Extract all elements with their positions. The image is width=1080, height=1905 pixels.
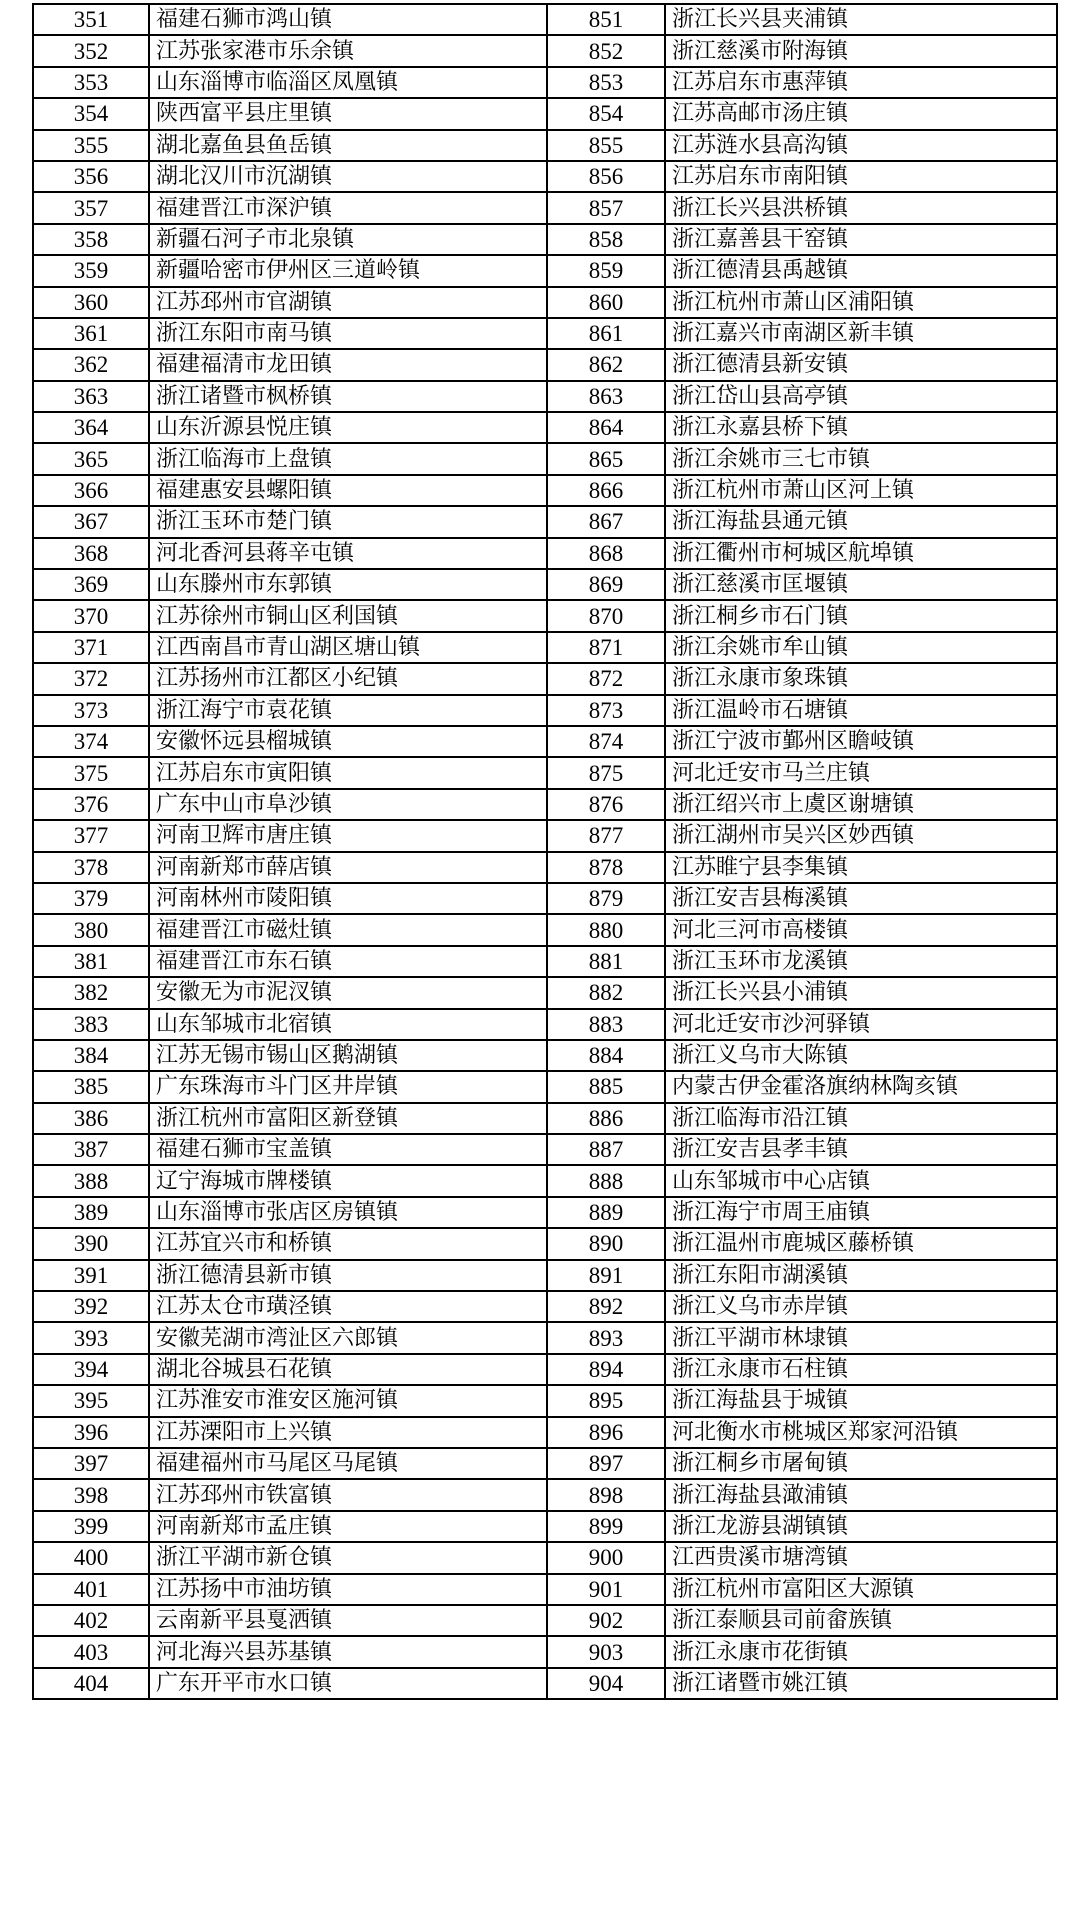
left-number-cell: 356	[33, 161, 149, 192]
left-town-name-cell: 山东淄博市临淄区凤凰镇	[149, 67, 547, 98]
right-town-name-cell: 浙江义乌市大陈镇	[665, 1040, 1057, 1071]
left-town-name-cell: 福建晋江市深沪镇	[149, 192, 547, 223]
right-town-name-cell: 河北三河市高楼镇	[665, 914, 1057, 945]
left-number-cell: 368	[33, 538, 149, 569]
left-number-cell: 397	[33, 1448, 149, 1479]
right-town-name-cell: 浙江永康市石柱镇	[665, 1354, 1057, 1385]
left-number-cell: 400	[33, 1542, 149, 1573]
right-town-name-cell: 浙江余姚市牟山镇	[665, 632, 1057, 663]
right-number-cell: 877	[547, 820, 665, 851]
right-town-name-cell: 浙江慈溪市匡堰镇	[665, 569, 1057, 600]
right-number-cell: 885	[547, 1071, 665, 1102]
right-town-name-cell: 浙江湖州市吴兴区妙西镇	[665, 820, 1057, 851]
left-town-name-cell: 江西南昌市青山湖区塘山镇	[149, 632, 547, 663]
left-number-cell: 352	[33, 35, 149, 66]
right-number-cell: 859	[547, 255, 665, 286]
table-row	[33, 1165, 1057, 1196]
left-number-cell: 385	[33, 1071, 149, 1102]
table-row	[33, 789, 1057, 820]
right-town-name-cell: 浙江绍兴市上虞区谢塘镇	[665, 789, 1057, 820]
left-town-name-cell: 江苏淮安市淮安区施河镇	[149, 1385, 547, 1416]
table-row	[33, 1385, 1057, 1416]
table-row	[33, 757, 1057, 788]
table-row	[33, 569, 1057, 600]
left-number-cell: 365	[33, 443, 149, 474]
table-row	[33, 977, 1057, 1008]
left-town-name-cell: 江苏宜兴市和桥镇	[149, 1228, 547, 1259]
table-row	[33, 224, 1057, 255]
left-town-name-cell: 江苏邳州市铁富镇	[149, 1479, 547, 1510]
right-town-name-cell: 浙江海盐县澉浦镇	[665, 1479, 1057, 1510]
left-number-cell: 353	[33, 67, 149, 98]
right-town-name-cell: 浙江衢州市柯城区航埠镇	[665, 538, 1057, 569]
right-number-cell: 868	[547, 538, 665, 569]
left-town-name-cell: 湖北汉川市沉湖镇	[149, 161, 547, 192]
left-town-name-cell: 陕西富平县庄里镇	[149, 98, 547, 129]
right-number-cell: 889	[547, 1197, 665, 1228]
right-number-cell: 902	[547, 1605, 665, 1636]
right-town-name-cell: 内蒙古伊金霍洛旗纳林陶亥镇	[665, 1071, 1057, 1102]
table-row	[33, 192, 1057, 223]
right-town-name-cell: 浙江嘉兴市南湖区新丰镇	[665, 318, 1057, 349]
left-town-name-cell: 福建石狮市宝盖镇	[149, 1134, 547, 1165]
right-number-cell: 900	[547, 1542, 665, 1573]
left-number-cell: 393	[33, 1322, 149, 1353]
right-number-cell: 879	[547, 883, 665, 914]
right-town-name-cell: 浙江永嘉县桥下镇	[665, 412, 1057, 443]
right-number-cell: 895	[547, 1385, 665, 1416]
left-number-cell: 362	[33, 349, 149, 380]
right-town-name-cell: 浙江长兴县小浦镇	[665, 977, 1057, 1008]
table-row	[33, 1542, 1057, 1573]
left-number-cell: 388	[33, 1165, 149, 1196]
table-row	[33, 381, 1057, 412]
right-number-cell: 863	[547, 381, 665, 412]
left-number-cell: 391	[33, 1260, 149, 1291]
right-town-name-cell: 浙江杭州市富阳区大源镇	[665, 1574, 1057, 1605]
right-town-name-cell: 浙江长兴县洪桥镇	[665, 192, 1057, 223]
left-town-name-cell: 浙江德清县新市镇	[149, 1260, 547, 1291]
table-row	[33, 475, 1057, 506]
table-row	[33, 1417, 1057, 1448]
right-town-name-cell: 浙江德清县禹越镇	[665, 255, 1057, 286]
right-number-cell: 865	[547, 443, 665, 474]
table-row	[33, 946, 1057, 977]
table-row	[33, 820, 1057, 851]
table-row	[33, 255, 1057, 286]
left-town-name-cell: 安徽怀远县榴城镇	[149, 726, 547, 757]
left-town-name-cell: 河南卫辉市唐庄镇	[149, 820, 547, 851]
left-number-cell: 387	[33, 1134, 149, 1165]
right-number-cell: 867	[547, 506, 665, 537]
left-town-name-cell: 安徽芜湖市湾沚区六郎镇	[149, 1322, 547, 1353]
table-row	[33, 443, 1057, 474]
right-number-cell: 883	[547, 1009, 665, 1040]
left-town-name-cell: 山东滕州市东郭镇	[149, 569, 547, 600]
left-number-cell: 366	[33, 475, 149, 506]
right-town-name-cell: 浙江义乌市赤岸镇	[665, 1291, 1057, 1322]
table-row	[33, 349, 1057, 380]
right-number-cell: 881	[547, 946, 665, 977]
left-number-cell: 357	[33, 192, 149, 223]
table-row	[33, 287, 1057, 318]
right-number-cell: 873	[547, 695, 665, 726]
left-town-name-cell: 安徽无为市泥汊镇	[149, 977, 547, 1008]
right-town-name-cell: 山东邹城市中心店镇	[665, 1165, 1057, 1196]
table-row	[33, 1448, 1057, 1479]
left-town-name-cell: 浙江玉环市楚门镇	[149, 506, 547, 537]
left-town-name-cell: 浙江临海市上盘镇	[149, 443, 547, 474]
table-row	[33, 506, 1057, 537]
left-town-name-cell: 江苏太仓市璜泾镇	[149, 1291, 547, 1322]
right-number-cell: 884	[547, 1040, 665, 1071]
right-number-cell: 894	[547, 1354, 665, 1385]
table-row	[33, 1009, 1057, 1040]
right-number-cell: 852	[547, 35, 665, 66]
right-number-cell: 871	[547, 632, 665, 663]
right-number-cell: 862	[547, 349, 665, 380]
table-row	[33, 1322, 1057, 1353]
table-row	[33, 1574, 1057, 1605]
right-town-name-cell: 江苏睢宁县李集镇	[665, 852, 1057, 883]
left-town-name-cell: 福建石狮市鸿山镇	[149, 4, 547, 35]
right-number-cell: 897	[547, 1448, 665, 1479]
left-town-name-cell: 河南新郑市孟庄镇	[149, 1511, 547, 1542]
right-number-cell: 856	[547, 161, 665, 192]
left-number-cell: 359	[33, 255, 149, 286]
table-row	[33, 1479, 1057, 1510]
table-row	[33, 1668, 1057, 1699]
table-row	[33, 1071, 1057, 1102]
right-number-cell: 869	[547, 569, 665, 600]
right-town-name-cell: 浙江温岭市石塘镇	[665, 695, 1057, 726]
left-town-name-cell: 浙江诸暨市枫桥镇	[149, 381, 547, 412]
left-number-cell: 389	[33, 1197, 149, 1228]
left-number-cell: 363	[33, 381, 149, 412]
right-number-cell: 878	[547, 852, 665, 883]
left-number-cell: 396	[33, 1417, 149, 1448]
table-row	[33, 318, 1057, 349]
left-number-cell: 370	[33, 600, 149, 631]
table-row	[33, 35, 1057, 66]
right-town-name-cell: 浙江龙游县湖镇镇	[665, 1511, 1057, 1542]
left-number-cell: 380	[33, 914, 149, 945]
left-number-cell: 384	[33, 1040, 149, 1071]
left-town-name-cell: 广东中山市阜沙镇	[149, 789, 547, 820]
table-row	[33, 1636, 1057, 1667]
left-town-name-cell: 河北香河县蒋辛屯镇	[149, 538, 547, 569]
right-number-cell: 888	[547, 1165, 665, 1196]
left-number-cell: 402	[33, 1605, 149, 1636]
table-row	[33, 1260, 1057, 1291]
left-number-cell: 358	[33, 224, 149, 255]
right-town-name-cell: 浙江诸暨市姚江镇	[665, 1668, 1057, 1699]
right-town-name-cell: 浙江海盐县于城镇	[665, 1385, 1057, 1416]
left-number-cell: 390	[33, 1228, 149, 1259]
left-town-name-cell: 河南新郑市薛店镇	[149, 852, 547, 883]
left-town-name-cell: 河北海兴县苏基镇	[149, 1636, 547, 1667]
left-number-cell: 361	[33, 318, 149, 349]
left-number-cell: 383	[33, 1009, 149, 1040]
right-town-name-cell: 浙江岱山县高亭镇	[665, 381, 1057, 412]
table-row	[33, 1103, 1057, 1134]
left-number-cell: 367	[33, 506, 149, 537]
table-row	[33, 1291, 1057, 1322]
left-town-name-cell: 广东开平市水口镇	[149, 1668, 547, 1699]
left-town-name-cell: 福建晋江市东石镇	[149, 946, 547, 977]
right-town-name-cell: 江苏启东市惠萍镇	[665, 67, 1057, 98]
table-row	[33, 161, 1057, 192]
left-number-cell: 395	[33, 1385, 149, 1416]
table-row	[33, 695, 1057, 726]
right-town-name-cell: 浙江德清县新安镇	[665, 349, 1057, 380]
left-number-cell: 360	[33, 287, 149, 318]
table-row	[33, 130, 1057, 161]
left-number-cell: 378	[33, 852, 149, 883]
right-number-cell: 880	[547, 914, 665, 945]
right-number-cell: 864	[547, 412, 665, 443]
left-town-name-cell: 福建惠安县螺阳镇	[149, 475, 547, 506]
right-number-cell: 882	[547, 977, 665, 1008]
left-number-cell: 371	[33, 632, 149, 663]
right-town-name-cell: 浙江长兴县夹浦镇	[665, 4, 1057, 35]
right-number-cell: 866	[547, 475, 665, 506]
right-number-cell: 860	[547, 287, 665, 318]
table-row	[33, 412, 1057, 443]
table-row	[33, 726, 1057, 757]
right-number-cell: 901	[547, 1574, 665, 1605]
right-town-name-cell: 浙江慈溪市附海镇	[665, 35, 1057, 66]
left-town-name-cell: 浙江杭州市富阳区新登镇	[149, 1103, 547, 1134]
right-number-cell: 890	[547, 1228, 665, 1259]
left-number-cell: 351	[33, 4, 149, 35]
right-number-cell: 875	[547, 757, 665, 788]
table-row	[33, 538, 1057, 569]
right-number-cell: 861	[547, 318, 665, 349]
left-town-name-cell: 江苏扬州市江都区小纪镇	[149, 663, 547, 694]
left-town-name-cell: 新疆哈密市伊州区三道岭镇	[149, 255, 547, 286]
left-town-name-cell: 湖北嘉鱼县鱼岳镇	[149, 130, 547, 161]
left-town-name-cell: 河南林州市陵阳镇	[149, 883, 547, 914]
left-town-name-cell: 广东珠海市斗门区井岸镇	[149, 1071, 547, 1102]
right-number-cell: 851	[547, 4, 665, 35]
table-row	[33, 1228, 1057, 1259]
right-town-name-cell: 浙江安吉县梅溪镇	[665, 883, 1057, 914]
table-row	[33, 663, 1057, 694]
right-number-cell: 857	[547, 192, 665, 223]
right-town-name-cell: 浙江安吉县孝丰镇	[665, 1134, 1057, 1165]
right-number-cell: 904	[547, 1668, 665, 1699]
right-town-name-cell: 浙江海盐县通元镇	[665, 506, 1057, 537]
left-number-cell: 394	[33, 1354, 149, 1385]
left-number-cell: 398	[33, 1479, 149, 1510]
table-row	[33, 914, 1057, 945]
table-row	[33, 1605, 1057, 1636]
right-town-name-cell: 浙江东阳市湖溪镇	[665, 1260, 1057, 1291]
left-town-name-cell: 辽宁海城市牌楼镇	[149, 1165, 547, 1196]
right-town-name-cell: 浙江桐乡市屠甸镇	[665, 1448, 1057, 1479]
left-number-cell: 376	[33, 789, 149, 820]
right-town-name-cell: 浙江平湖市林埭镇	[665, 1322, 1057, 1353]
left-number-cell: 399	[33, 1511, 149, 1542]
left-town-name-cell: 新疆石河子市北泉镇	[149, 224, 547, 255]
table-row	[33, 67, 1057, 98]
right-number-cell: 893	[547, 1322, 665, 1353]
left-number-cell: 375	[33, 757, 149, 788]
left-number-cell: 386	[33, 1103, 149, 1134]
left-town-name-cell: 湖北谷城县石花镇	[149, 1354, 547, 1385]
right-town-name-cell: 浙江桐乡市石门镇	[665, 600, 1057, 631]
right-number-cell: 896	[547, 1417, 665, 1448]
right-town-name-cell: 江西贵溪市塘湾镇	[665, 1542, 1057, 1573]
right-number-cell: 854	[547, 98, 665, 129]
right-town-name-cell: 江苏高邮市汤庄镇	[665, 98, 1057, 129]
table-row	[33, 1354, 1057, 1385]
right-number-cell: 898	[547, 1479, 665, 1510]
left-number-cell: 382	[33, 977, 149, 1008]
left-number-cell: 392	[33, 1291, 149, 1322]
right-town-name-cell: 浙江嘉善县干窑镇	[665, 224, 1057, 255]
left-town-name-cell: 浙江海宁市袁花镇	[149, 695, 547, 726]
left-number-cell: 369	[33, 569, 149, 600]
left-number-cell: 403	[33, 1636, 149, 1667]
left-number-cell: 381	[33, 946, 149, 977]
table-row	[33, 632, 1057, 663]
left-number-cell: 355	[33, 130, 149, 161]
left-town-name-cell: 江苏启东市寅阳镇	[149, 757, 547, 788]
right-number-cell: 855	[547, 130, 665, 161]
right-number-cell: 853	[547, 67, 665, 98]
table-row	[33, 600, 1057, 631]
right-town-name-cell: 河北衡水市桃城区郑家河沿镇	[665, 1417, 1057, 1448]
left-town-name-cell: 江苏无锡市锡山区鹅湖镇	[149, 1040, 547, 1071]
table-body	[33, 4, 1057, 1699]
left-number-cell: 379	[33, 883, 149, 914]
left-town-name-cell: 山东淄博市张店区房镇镇	[149, 1197, 547, 1228]
left-town-name-cell: 江苏溧阳市上兴镇	[149, 1417, 547, 1448]
table-row	[33, 852, 1057, 883]
right-town-name-cell: 江苏涟水县高沟镇	[665, 130, 1057, 161]
table-row	[33, 1511, 1057, 1542]
left-town-name-cell: 福建福清市龙田镇	[149, 349, 547, 380]
left-number-cell: 374	[33, 726, 149, 757]
left-number-cell: 377	[33, 820, 149, 851]
right-number-cell: 876	[547, 789, 665, 820]
right-town-name-cell: 河北迁安市马兰庄镇	[665, 757, 1057, 788]
left-town-name-cell: 浙江东阳市南马镇	[149, 318, 547, 349]
left-town-name-cell: 山东邹城市北宿镇	[149, 1009, 547, 1040]
left-town-name-cell: 江苏徐州市铜山区利国镇	[149, 600, 547, 631]
left-number-cell: 373	[33, 695, 149, 726]
left-town-name-cell: 福建晋江市磁灶镇	[149, 914, 547, 945]
left-town-name-cell: 山东沂源县悦庄镇	[149, 412, 547, 443]
right-number-cell: 886	[547, 1103, 665, 1134]
right-town-name-cell: 浙江温州市鹿城区藤桥镇	[665, 1228, 1057, 1259]
left-number-cell: 372	[33, 663, 149, 694]
right-number-cell: 899	[547, 1511, 665, 1542]
right-number-cell: 872	[547, 663, 665, 694]
right-town-name-cell: 浙江临海市沿江镇	[665, 1103, 1057, 1134]
right-number-cell: 903	[547, 1636, 665, 1667]
left-number-cell: 401	[33, 1574, 149, 1605]
right-town-name-cell: 浙江余姚市三七市镇	[665, 443, 1057, 474]
left-town-name-cell: 福建福州市马尾区马尾镇	[149, 1448, 547, 1479]
town-list-table	[32, 3, 1058, 1700]
table-row	[33, 1134, 1057, 1165]
right-town-name-cell: 浙江杭州市萧山区浦阳镇	[665, 287, 1057, 318]
right-number-cell: 891	[547, 1260, 665, 1291]
left-town-name-cell: 云南新平县戛洒镇	[149, 1605, 547, 1636]
left-number-cell: 404	[33, 1668, 149, 1699]
right-town-name-cell: 河北迁安市沙河驿镇	[665, 1009, 1057, 1040]
table-row	[33, 1197, 1057, 1228]
right-town-name-cell: 浙江宁波市鄞州区瞻岐镇	[665, 726, 1057, 757]
right-town-name-cell: 浙江永康市花街镇	[665, 1636, 1057, 1667]
table-row	[33, 4, 1057, 35]
right-town-name-cell: 浙江杭州市萧山区河上镇	[665, 475, 1057, 506]
left-town-name-cell: 江苏邳州市官湖镇	[149, 287, 547, 318]
right-number-cell: 870	[547, 600, 665, 631]
right-town-name-cell: 浙江玉环市龙溪镇	[665, 946, 1057, 977]
left-number-cell: 364	[33, 412, 149, 443]
right-number-cell: 858	[547, 224, 665, 255]
right-town-name-cell: 浙江永康市象珠镇	[665, 663, 1057, 694]
left-town-name-cell: 浙江平湖市新仓镇	[149, 1542, 547, 1573]
left-number-cell: 354	[33, 98, 149, 129]
left-town-name-cell: 江苏张家港市乐余镇	[149, 35, 547, 66]
right-town-name-cell: 浙江泰顺县司前畲族镇	[665, 1605, 1057, 1636]
right-number-cell: 874	[547, 726, 665, 757]
table-row	[33, 98, 1057, 129]
table-row	[33, 1040, 1057, 1071]
right-town-name-cell: 江苏启东市南阳镇	[665, 161, 1057, 192]
right-town-name-cell: 浙江海宁市周王庙镇	[665, 1197, 1057, 1228]
table-row	[33, 883, 1057, 914]
left-town-name-cell: 江苏扬中市油坊镇	[149, 1574, 547, 1605]
right-number-cell: 892	[547, 1291, 665, 1322]
right-number-cell: 887	[547, 1134, 665, 1165]
